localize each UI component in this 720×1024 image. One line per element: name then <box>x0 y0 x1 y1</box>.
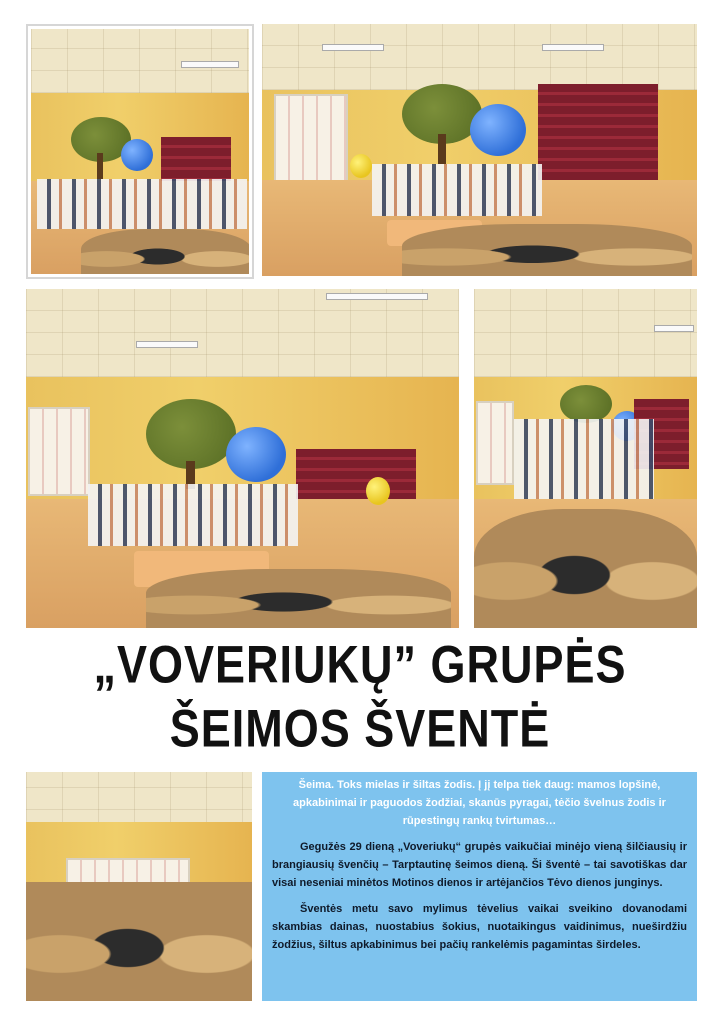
photo-children-dancing <box>26 24 254 279</box>
photo-children-seated <box>26 289 459 628</box>
article-paragraph-2: Šventės metu savo mylimus tėvelius vaikai sveikino dovanodami skambias dainas, nuostabius šokius, nuotaikingus vaidinimus, nueširdžiu žodžius, šiltus apkabinimus bei pačių rankelėmis pagamintas širdeles. <box>272 903 687 951</box>
article-paragraph-1: Gegužės 29 dieną „Voveriukų“ grupės vaikučiai minėjo vieną šilčiausių ir brangiausių švenčių – Tarptautinę šeimos dieną. Ši šventė – tai savotiškas dar visai neseniai minėtos Motinos dienos ir artėjančios Tėvo dienos junginys. <box>272 841 687 889</box>
photo-ribbon-activity <box>474 289 697 628</box>
headline-line-2: ŠEIMOS ŠVENTĖ <box>169 698 551 759</box>
article-text-box <box>262 772 697 1001</box>
photo-stage-performance <box>262 24 697 276</box>
article-lead: Šeima. Toks mielas ir šiltas žodis. Į jį telpa tiek daug: mamos lopšinė, apkabinimai ir paguodos žodžiai, skanūs pyragai, tėčio švelnus žodis ir rūpestingų rankų tvirtumas… <box>293 779 666 827</box>
photo-families-audience <box>26 772 252 1001</box>
headline-line-1: „VOVERIUKŲ” GRUPĖS <box>93 634 627 695</box>
